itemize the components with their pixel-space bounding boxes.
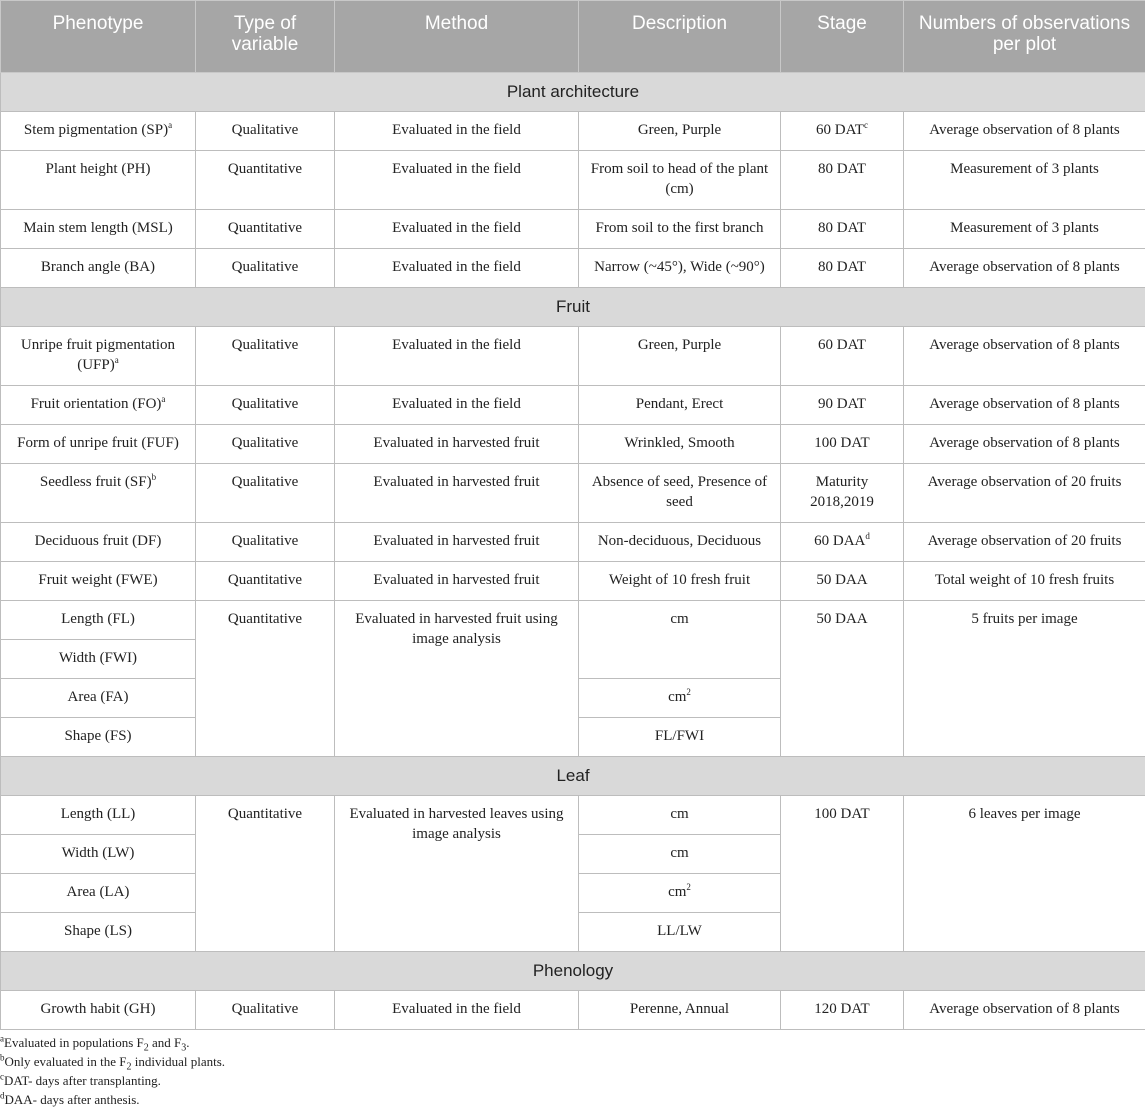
phenotype-cell: Plant height (PH) [1, 151, 196, 210]
header-phenotype: Phenotype [1, 1, 196, 73]
header-method: Method [335, 1, 579, 73]
footnote-text: and F [148, 1035, 182, 1050]
table-row [1, 386, 1145, 425]
section-row-plant-architecture [1, 73, 1145, 112]
stage-cell [781, 112, 904, 151]
table-row [1, 601, 1145, 640]
footnote-b [0, 1052, 225, 1071]
footnotes [0, 1033, 225, 1109]
description-cell [579, 874, 781, 913]
unit-text: cm [668, 884, 687, 900]
footnote-mark: c [0, 1071, 4, 1082]
table-row [1, 796, 1145, 835]
section-title: Phenology [1, 952, 1145, 991]
phenotype-cell: Form of unripe fruit (FUF) [1, 425, 196, 464]
observations-cell: Average observation of 8 plants [904, 327, 1145, 386]
phenotype-cell: Width (LW) [1, 835, 196, 874]
stage-cell: 100 DAT [781, 796, 904, 952]
footnote-c [0, 1071, 225, 1090]
observations-cell: Average observation of 8 plants [904, 112, 1145, 151]
phenotype-text: Stem pigmentation (SP) [23, 122, 169, 138]
phenotype-text: Seedless fruit (SF) [39, 474, 152, 490]
stage-cell: 50 DAA [781, 601, 904, 757]
section-row-leaf [1, 757, 1145, 796]
table-row [1, 425, 1145, 464]
observations-cell: Average observation of 8 plants [904, 249, 1145, 288]
stage-cell: 60 DAT [781, 327, 904, 386]
footnote-mark: b [0, 1052, 5, 1063]
method-cell: Evaluated in the field [335, 327, 579, 386]
description-cell: Wrinkled, Smooth [579, 425, 781, 464]
footnote-mark: c [863, 120, 868, 130]
method-cell: Evaluated in the field [335, 151, 579, 210]
description-cell [579, 679, 781, 718]
stage-cell: 80 DAT [781, 151, 904, 210]
header-stage: Stage [781, 1, 904, 73]
table-row [1, 327, 1145, 386]
phenotype-cell: Shape (LS) [1, 913, 196, 952]
observations-cell: Measurement of 3 plants [904, 210, 1145, 249]
description-cell: From soil to head of the plant (cm) [579, 151, 781, 210]
description-cell: Absence of seed, Presence of seed [579, 464, 781, 523]
footnote-text: Only evaluated in the F [4, 1054, 127, 1069]
type-cell: Quantitative [196, 151, 335, 210]
phenotype-text: Fruit orientation (FO) [30, 396, 162, 412]
description-cell: Green, Purple [579, 327, 781, 386]
description-cell: Pendant, Erect [579, 386, 781, 425]
method-cell: Evaluated in the field [335, 991, 579, 1030]
table-row [1, 523, 1145, 562]
observations-cell: Average observation of 20 fruits [904, 523, 1145, 562]
stage-cell [781, 523, 904, 562]
description-cell: From soil to the first branch [579, 210, 781, 249]
stage-cell: 80 DAT [781, 210, 904, 249]
method-cell: Evaluated in the field [335, 249, 579, 288]
method-cell: Evaluated in harvested fruit [335, 464, 579, 523]
stage-text: 60 DAT [816, 122, 864, 138]
footnote-text: DAA- days after anthesis. [4, 1092, 140, 1107]
phenotype-cell [1, 112, 196, 151]
unit-exponent: 2 [686, 882, 691, 892]
observations-cell: Average observation of 8 plants [904, 425, 1145, 464]
phenotype-cell: Area (FA) [1, 679, 196, 718]
method-cell: Evaluated in harvested fruit [335, 562, 579, 601]
phenotype-cell: Length (FL) [1, 601, 196, 640]
method-cell: Evaluated in harvested leaves using image analysis [335, 796, 579, 952]
stage-cell: 80 DAT [781, 249, 904, 288]
footnote-text: individual plants. [131, 1054, 226, 1069]
footnote-mark: a [161, 394, 166, 404]
stage-text: 60 DAA [814, 533, 866, 549]
footnote-mark: a [0, 1033, 4, 1044]
type-cell: Quantitative [196, 796, 335, 952]
type-cell: Qualitative [196, 464, 335, 523]
observations-cell: Measurement of 3 plants [904, 151, 1145, 210]
method-cell: Evaluated in the field [335, 112, 579, 151]
method-cell: Evaluated in harvested fruit using image analysis [335, 601, 579, 757]
method-cell: Evaluated in the field [335, 386, 579, 425]
table-row [1, 991, 1145, 1030]
header-row [1, 1, 1145, 73]
phenotype-cell: Length (LL) [1, 796, 196, 835]
phenotype-cell: Growth habit (GH) [1, 991, 196, 1030]
phenotype-cell: Deciduous fruit (DF) [1, 523, 196, 562]
type-cell: Qualitative [196, 327, 335, 386]
type-cell: Quantitative [196, 601, 335, 757]
phenotype-cell: Branch angle (BA) [1, 249, 196, 288]
table-row [1, 464, 1145, 523]
subscript: 3 [181, 1042, 187, 1054]
description-cell: cm [579, 796, 781, 835]
footnote-mark: b [151, 472, 157, 482]
phenotype-cell: Fruit weight (FWE) [1, 562, 196, 601]
description-cell: LL/LW [579, 913, 781, 952]
table-row [1, 210, 1145, 249]
header-description: Description [579, 1, 781, 73]
section-row-fruit [1, 288, 1145, 327]
phenotype-cell: Shape (FS) [1, 718, 196, 757]
type-cell: Quantitative [196, 562, 335, 601]
type-cell: Qualitative [196, 112, 335, 151]
stage-cell: 120 DAT [781, 991, 904, 1030]
type-cell: Qualitative [196, 991, 335, 1030]
type-cell: Qualitative [196, 386, 335, 425]
observations-cell: Total weight of 10 fresh fruits [904, 562, 1145, 601]
method-cell: Evaluated in the field [335, 210, 579, 249]
phenotype-text: Unripe fruit pigmentation (UFP) [20, 337, 176, 373]
section-title: Plant architecture [1, 73, 1145, 112]
phenotype-cell: Width (FWI) [1, 640, 196, 679]
observations-cell: Average observation of 8 plants [904, 386, 1145, 425]
table-row [1, 151, 1145, 210]
stage-cell: 100 DAT [781, 425, 904, 464]
footnote-mark: a [114, 355, 119, 365]
table-row [1, 249, 1145, 288]
observations-cell: Average observation of 20 fruits [904, 464, 1145, 523]
footnote-text: Evaluated in populations F [4, 1035, 144, 1050]
method-cell: Evaluated in harvested fruit [335, 425, 579, 464]
description-cell: cm [579, 835, 781, 874]
stage-cell: 90 DAT [781, 386, 904, 425]
observations-cell: 5 fruits per image [904, 601, 1145, 757]
footnote-a [0, 1033, 225, 1052]
section-title: Fruit [1, 288, 1145, 327]
table-row [1, 112, 1145, 151]
phenotype-cell: Area (LA) [1, 874, 196, 913]
footnote-mark: d [865, 531, 870, 541]
footnote-d [0, 1090, 225, 1109]
type-cell: Quantitative [196, 210, 335, 249]
observations-cell: 6 leaves per image [904, 796, 1145, 952]
description-cell: Weight of 10 fresh fruit [579, 562, 781, 601]
type-cell: Qualitative [196, 425, 335, 464]
phenotype-cell [1, 386, 196, 425]
description-cell: Narrow (~45°), Wide (~90°) [579, 249, 781, 288]
subscript: 2 [143, 1042, 149, 1054]
description-cell: Perenne, Annual [579, 991, 781, 1030]
type-cell: Qualitative [196, 523, 335, 562]
unit-exponent: 2 [686, 687, 691, 697]
description-cell: cm [579, 601, 781, 679]
description-cell: Non-deciduous, Deciduous [579, 523, 781, 562]
subscript: 2 [126, 1061, 132, 1073]
footnote-mark: d [0, 1090, 5, 1101]
footnote-mark: a [168, 120, 173, 130]
footnote-text: . [186, 1035, 190, 1050]
table-row [1, 562, 1145, 601]
phenotype-cell [1, 327, 196, 386]
phenotype-cell [1, 464, 196, 523]
footnote-text: DAT- days after transplanting. [4, 1073, 161, 1088]
unit-text: cm [668, 689, 687, 705]
header-type-of-variable: Type of variable [196, 1, 335, 73]
section-title: Leaf [1, 757, 1145, 796]
header-observations: Numbers of observations per plot [904, 1, 1145, 73]
description-cell: FL/FWI [579, 718, 781, 757]
type-cell: Qualitative [196, 249, 335, 288]
phenotype-cell: Main stem length (MSL) [1, 210, 196, 249]
stage-cell: Maturity 2018,2019 [781, 464, 904, 523]
description-cell: Green, Purple [579, 112, 781, 151]
section-row-phenology [1, 952, 1145, 991]
stage-cell: 50 DAA [781, 562, 904, 601]
method-cell: Evaluated in harvested fruit [335, 523, 579, 562]
observations-cell: Average observation of 8 plants [904, 991, 1145, 1030]
